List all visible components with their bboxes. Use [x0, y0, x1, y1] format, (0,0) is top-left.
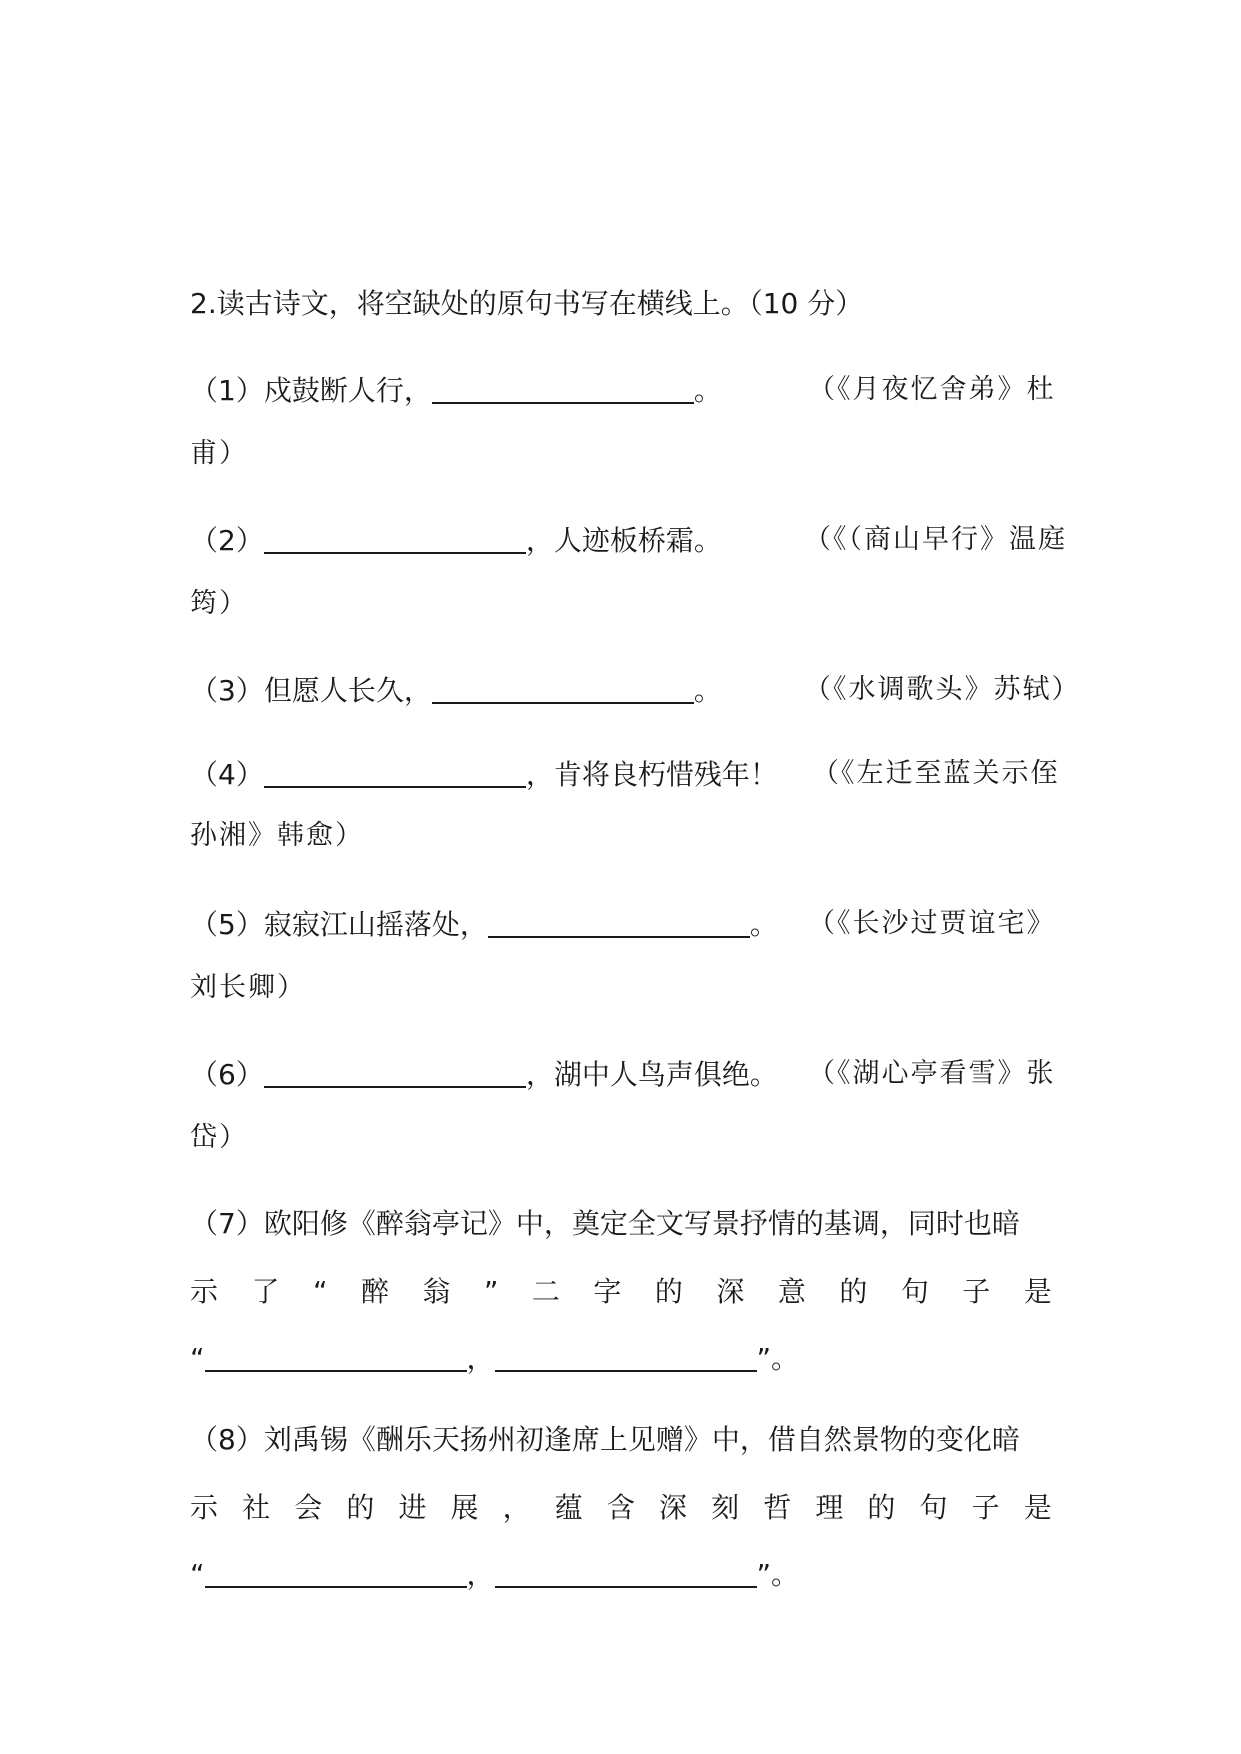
question-number: （1） [190, 374, 264, 407]
char: 的 [839, 1275, 868, 1308]
char: 社 [242, 1491, 271, 1524]
char: 含 [606, 1491, 635, 1524]
question-8-line1: （8）刘禹锡《酬乐天扬州初逢席上见赠》中，借自然景物的变化暗 [190, 1423, 1020, 1456]
question-8-line3 [190, 1556, 799, 1593]
open-quote: “ [190, 1342, 205, 1375]
question-2 [190, 522, 722, 559]
question-instruction: 2.读古诗文，将空缺处的原句书写在横线上。（10 分） [190, 287, 864, 320]
source-citation-cont: 岱） [190, 1122, 248, 1153]
question-5 [190, 906, 778, 943]
comma: ， [466, 1342, 495, 1375]
char: 字 [593, 1275, 622, 1308]
source-citation: （《左迁至蓝关示侄 [812, 758, 1060, 789]
char: 刻 [711, 1491, 740, 1524]
question-8-line2 [190, 1490, 1052, 1526]
question-3 [190, 672, 722, 709]
question-4 [190, 756, 778, 793]
answer-blank[interactable] [205, 1340, 467, 1372]
source-citation: （《长沙过贾谊宅》 [808, 908, 1056, 939]
question-number: （6） [190, 1058, 264, 1091]
char: 子 [962, 1275, 991, 1308]
question-number: （4） [190, 758, 264, 791]
close-quote: ”。 [756, 1558, 800, 1591]
char: 的 [867, 1491, 896, 1524]
source-citation: （《（商山早行》温庭 [804, 524, 1067, 555]
source-citation: （《水调歌头》苏轼） [804, 674, 1081, 705]
source-citation: （《月夜忆舍弟》杜 [808, 374, 1056, 405]
answer-blank[interactable] [488, 906, 750, 938]
char: 深 [658, 1491, 687, 1524]
question-text: 寂寂江山摇落处， [263, 908, 488, 941]
question-text: 戍鼓断人行， [263, 374, 432, 407]
question-number: （2） [190, 524, 264, 557]
char: 子 [971, 1491, 1000, 1524]
source-citation-cont: 甫） [190, 438, 248, 469]
answer-blank[interactable] [495, 1556, 757, 1588]
char: 句 [919, 1491, 948, 1524]
source-citation: （《湖心亭看雪》张 [808, 1058, 1056, 1089]
answer-blank[interactable] [264, 756, 526, 788]
char: ” [483, 1275, 499, 1308]
char: 的 [654, 1275, 683, 1308]
char: 展 [450, 1491, 479, 1524]
char: 会 [294, 1491, 323, 1524]
char: 句 [900, 1275, 929, 1308]
char: 的 [346, 1491, 375, 1524]
answer-blank[interactable] [432, 372, 694, 404]
source-citation-cont: 孙湘》韩愈） [190, 820, 364, 851]
question-text: 。 [693, 674, 722, 707]
question-text: 。 [749, 908, 778, 941]
answer-blank[interactable] [264, 522, 526, 554]
question-text: 但愿人长久， [263, 674, 432, 707]
open-quote: “ [190, 1558, 205, 1591]
char: 进 [398, 1491, 427, 1524]
answer-blank[interactable] [264, 1056, 526, 1088]
question-1 [190, 372, 722, 409]
question-text: 。 [693, 374, 722, 407]
question-number: （3） [190, 674, 264, 707]
question-text: ，人迹板桥霜。 [525, 524, 722, 557]
char: 醉 [360, 1275, 389, 1308]
char: 示 [190, 1275, 219, 1308]
answer-blank[interactable] [205, 1556, 467, 1588]
question-text: ，肯将良朽惜残年！ [525, 758, 778, 791]
answer-blank[interactable] [432, 672, 694, 704]
close-quote: ”。 [756, 1342, 800, 1375]
question-text: ，湖中人鸟声俱绝。 [525, 1058, 778, 1091]
char: 意 [777, 1275, 806, 1308]
char: 哲 [763, 1491, 792, 1524]
char: 深 [716, 1275, 745, 1308]
question-7-line1: （7）欧阳修《醉翁亭记》中，奠定全文写景抒情的基调，同时也暗 [190, 1207, 1020, 1240]
char: 示 [190, 1491, 219, 1524]
source-citation-cont: 筠） [190, 588, 248, 619]
question-7-line2 [190, 1274, 1052, 1310]
source-citation-cont: 刘长卿） [190, 972, 306, 1003]
char: 是 [1023, 1275, 1052, 1308]
char: 了 [251, 1275, 280, 1308]
question-7-line3 [190, 1340, 799, 1377]
answer-blank[interactable] [495, 1340, 757, 1372]
comma: ， [466, 1558, 495, 1591]
char: ， [502, 1491, 531, 1524]
char: 是 [1023, 1491, 1052, 1524]
char: “ [312, 1275, 328, 1308]
char: 理 [815, 1491, 844, 1524]
char: 蕴 [554, 1491, 583, 1524]
question-number: （5） [190, 908, 264, 941]
char: 二 [531, 1275, 560, 1308]
char: 翁 [422, 1275, 451, 1308]
question-6 [190, 1056, 778, 1093]
